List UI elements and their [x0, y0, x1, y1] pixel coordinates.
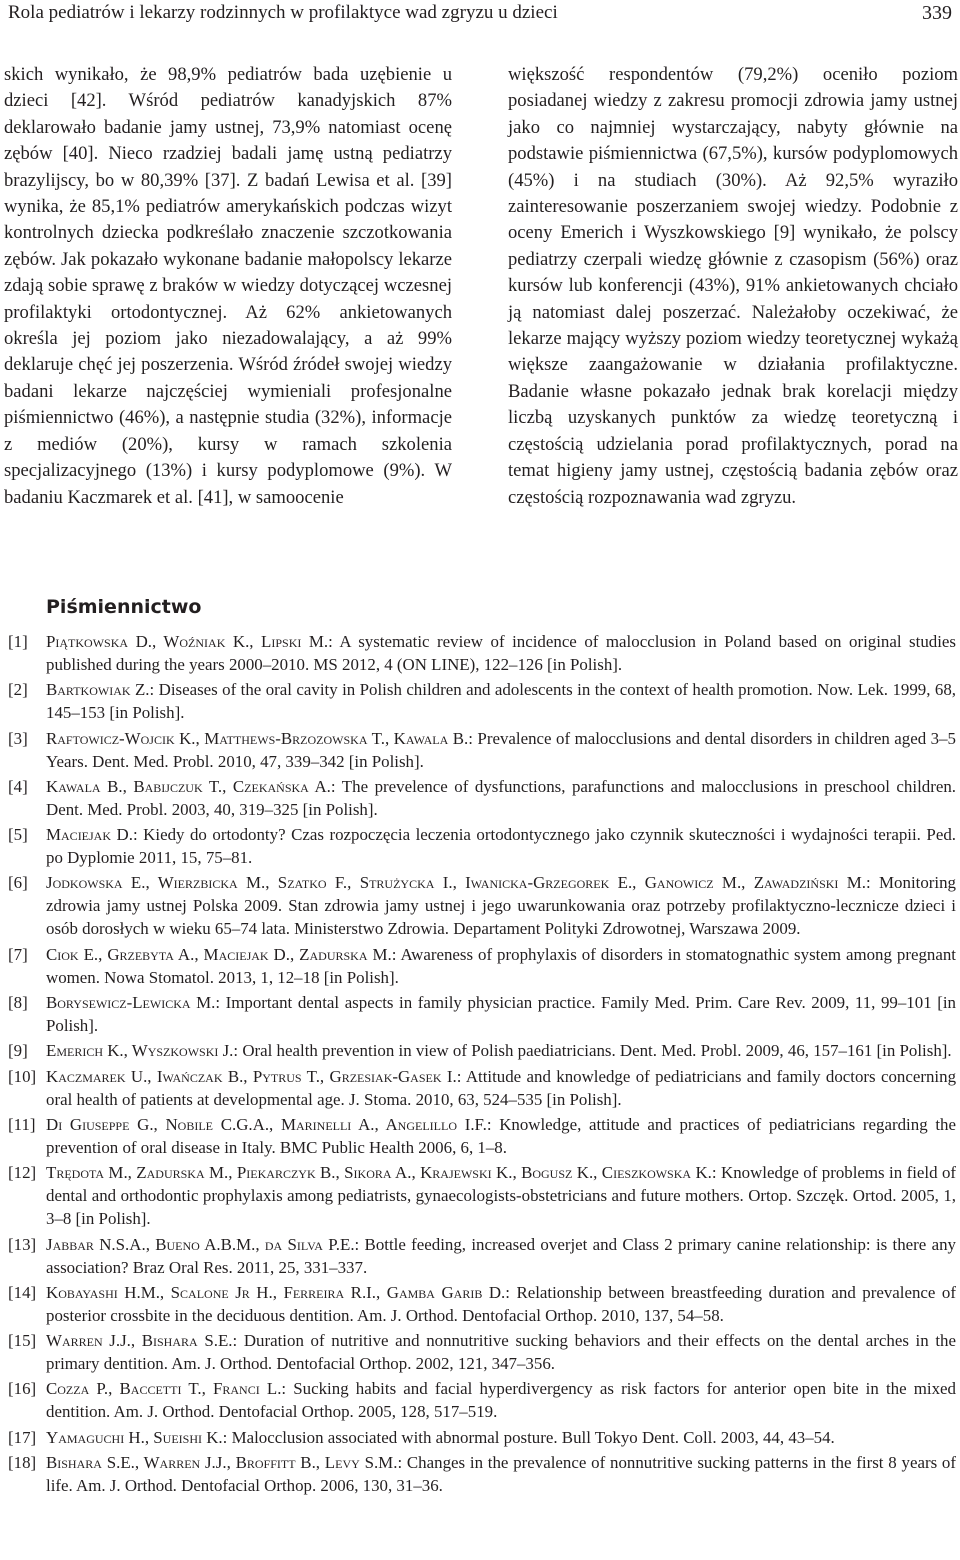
reference-authors: Bishara S.E., Warren J.J., Broffitt B., Levy S.M.: [46, 1453, 398, 1473]
body-column-right: [508, 62, 958, 511]
reference-authors: Jabbar N.S.A., Bueno A.B.M., da Silva P.E.: [46, 1234, 355, 1254]
references-heading: Piśmiennictwo: [46, 596, 202, 618]
reference-text: : Changes in the prevalence of nonnutritive sucking patterns in the first 8 years of life. Am. J. Orthod. Dentofacial Orthop. 2006, 130, 31–36.: [46, 1453, 956, 1496]
reference-text: : Bottle feeding, increased overjet and Class 2 primary canine relationship: is there any association? Braz Oral Res. 2011, 25, 331–337.: [46, 1234, 956, 1277]
reference-authors: Bartkowiak Z.: [46, 680, 150, 700]
reference-item: [8, 727, 956, 773]
reference-list: [8, 630, 956, 1499]
reference-number: [1]: [8, 632, 28, 651]
reference-number: [9]: [8, 1041, 28, 1061]
reference-item: [8, 1233, 956, 1279]
reference-text: : The prevelence of dysfunctions, parafunctions and malocclusions in preschool children. Dent. Med. Probl. 2003, 40, 319–325 [in Polish].: [46, 776, 956, 819]
reference-item: [8, 1329, 956, 1375]
reference-authors: Di Giuseppe G., Nobile C.G.A., Marinelli A., Angelillo I.F.: [46, 1114, 487, 1134]
reference-number: [11]: [8, 1114, 36, 1134]
running-header: [8, 2, 952, 30]
reference-number: [15]: [8, 1331, 37, 1351]
reference-item: [8, 1065, 956, 1111]
reference-authors: Kobayashi H.M., Scalone Jr H., Ferreira R.I., Gamba Garib D.: [46, 1282, 506, 1302]
reference-authors: Warren J.J., Bishara S.E.: [46, 1331, 233, 1351]
reference-item: [8, 1039, 956, 1062]
reference-item: [8, 943, 956, 989]
reference-number: [18]: [8, 1453, 37, 1473]
reference-authors: Maciejak D.: [46, 825, 133, 845]
reference-text: : Monitoring zdrowia jamy ustnej Polska 2009. Stan zdrowia jamy ustnej i jego uwarunkowania oraz potrzeby profilaktyczno-lecznicze dzieci i osób dorosłych w wieku 65–74 lata. Ministerstwo Zdrowia. Departament Polityki Zdrowotnej, Warszawa 2009.: [46, 873, 956, 939]
reference-text: : Important dental aspects in family physician practice. Family Med. Prim. Care Rev. 2009, 11, 99–101 [in Polish].: [46, 993, 956, 1036]
reference-text: : Knowledge of problems in field of dental and orthodontic prophylaxis among pediatrists, gynaecologists-obstetricians and future mothers. Ortop. Szczęk. Ortod. 2005, 1, 3–8 [in Polish].: [46, 1163, 957, 1229]
reference-number: [2]: [8, 680, 28, 700]
reference-text: : Awareness of prophylaxis of disorders in stomatognathic system among pregnant women. Nowa Stomatol. 2013, 1, 12–18 [in Polish].: [46, 944, 956, 987]
reference-authors: Ciok E., Grzebyta A., Maciejak D., Zadurska M.: [46, 944, 392, 964]
reference-item: [8, 1281, 956, 1327]
reference-text: : Relationship between breastfeeding duration and prevalence of posterior crossbite in the deciduous dentition. Am. J. Orthod. Dentofacial Orthop. 2010, 137, 54–58.: [46, 1282, 956, 1325]
body-column-left: [4, 62, 452, 511]
reference-number: [10]: [8, 1066, 37, 1086]
body-paragraph-right: większość respondentów (79,2%) oceniło poziom posiadanej wiedzy z zakresu promocji zdrowia jamy ustnej jako co najmniej wystarczający, nabyty głównie na podstawie piśmiennictwa (67,5%), kursów podyplomowych (45%) i na studiach (30%). Aż 92,5% wyraziło zainteresowanie poszerzaniem swojej wiedzy. Podobnie z oceny Emerich i Wyszkowskiego [9] wynikało, że polscy pediatrzy czerpali wiedzę głównie z czasopism (56%) oraz kursów lub konferencji (43%), 91% ankietowanych chciało ją natomiast dalej poszerzać. Należałoby oczekiwać, że lekarze mający wyższy poziom wiedzy teoretycznej wykażą większe zaangażowanie w działania profilaktyczne. Badanie własne pokazało jednak brak korelacji między liczbą uzyskanych punktów za wiedzę teoretyczną i częstością udzielania porad profilaktycznych, porad na temat higieny jamy ustnej, częstością badania zębów oraz częstością rozpoznawania wad zgryzu.: [508, 64, 958, 508]
reference-text: : Prevalence of malocclusions and dental disorders in children aged 3–5 Years. Dent. Med. Probl. 2010, 47, 339–342 [in Polish].: [46, 728, 956, 771]
reference-authors: Raftowicz-Wojcik K., Matthews-Brzozowska T., Kawala B.: [46, 728, 469, 748]
reference-text: : Diseases of the oral cavity in Polish children and adolescents in the context of health promotion. Now. Lek. 1999, 68, 145–153 [in Polish].: [46, 680, 956, 723]
reference-item: [8, 1161, 956, 1230]
reference-authors: Jodkowska E., Wierzbicka M., Szatko F., Strużycka I., Iwanicka-Grzegorek E., Ganowicz M., Zawadziński M.: [46, 873, 866, 893]
reference-number: [12]: [8, 1163, 37, 1183]
reference-authors: Borysewicz-Lewicka M.: [46, 993, 216, 1013]
reference-number: [13]: [8, 1234, 37, 1254]
reference-text: : Malocclusion associated with abnormal posture. Bull Tokyo Dent. Coll. 2003, 44, 43–54.: [222, 1427, 835, 1447]
reference-text: : A systematic review of incidence of malocclusion in Poland based on original studies published during the years 2000–2010. MS 2012, 4 (ON LINE), 122–126 [in Polish].: [46, 632, 956, 674]
reference-item: [8, 678, 956, 724]
reference-number: [14]: [8, 1282, 37, 1302]
reference-item: [8, 630, 956, 676]
reference-authors: Kawala B., Babijczuk T., Czekańska A.: [46, 776, 331, 796]
reference-item: [8, 823, 956, 869]
running-title: Rola pediatrów i lekarzy rodzinnych w profilaktyce wad zgryzu u dzieci: [8, 2, 558, 23]
reference-item: [8, 1451, 956, 1497]
reference-number: [3]: [8, 728, 28, 748]
reference-item: [8, 775, 956, 821]
reference-number: [5]: [8, 825, 28, 845]
reference-item: [8, 991, 956, 1037]
reference-number: [16]: [8, 1379, 37, 1399]
reference-authors: Kaczmarek U., Iwańczak B., Pytrus T., Grzesiak-Gasek I.: [46, 1066, 457, 1086]
reference-authors: Yamaguchi H., Sueishi K.: [46, 1427, 223, 1447]
reference-authors: Trędota M., Zadurska M., Piekarczyk B., Sikora A., Krajewski K., Bogusz K., Cieszkowska K.: [46, 1163, 712, 1183]
reference-item: [8, 1426, 956, 1449]
reference-text: : Duration of nutritive and nonnutritive sucking behaviors and their effects on the dental arches in the primary dentition. Am. J. Orthod. Dentofacial Orthop. 2002, 121, 347–356.: [46, 1331, 956, 1374]
reference-item: [8, 1113, 956, 1159]
reference-text: : Oral health prevention in view of Polish paediatricians. Dent. Med. Probl. 2009, 46, 157–161 [in Polish].: [233, 1041, 952, 1061]
reference-authors: Emerich K., Wyszkowski J.: [46, 1041, 234, 1061]
reference-text: : Kiedy do ortodonty? Czas rozpoczęcia leczenia ortodontycznego jako czynnik skuteczności i wydajności terapii. Ped. po Dyplomie 2011, 15, 75–81.: [46, 825, 956, 868]
reference-number: [4]: [8, 776, 28, 796]
reference-text: : Sucking habits and facial hyperdivergency as risk factors for anterior open bite in the mixed dentition. Am. J. Orthod. Dentofacial Orthop. 2005, 128, 517–519.: [46, 1379, 956, 1422]
reference-number: [17]: [8, 1427, 37, 1447]
body-paragraph-left: skich wynikało, że 98,9% pediatrów bada uzębienie u dzieci [42]. Wśród pediatrów kanadyjskich 87% deklarowało badanie jamy ustnej, 73,9% natomiast ocenę zębów [40]. Nieco rzadziej badali jamę ustną pediatrzy brazylijscy, bo w 80,39% [37]. Z badań Lewisa et al. [39] wynika, że 85,1% pediatrów amerykańskich podczas wizyt kontrolnych dziecka podkreślało znaczenie szczotkowania zębów. Jak pokazało wykonane badanie małopolscy lekarze zdają sobie sprawę z braków w wiedzy dotyczącej wczesnej profilaktyki ortodontycznej. Aż 62% ankietowanych określa jej poziom jako niezadowalający, a aż 99% deklaruje chęć jej poszerzenia. Wśród źródeł swojej wiedzy badani lekarze najczęściej wymieniali profesjonalne piśmiennictwo (46%), a następnie studia (32%), informacje z mediów (20%), kursy w ramach szkolenia specjalizacyjnego (13%) i kursy podyplomowe (9%). W badaniu Kaczmarek et al. [41], w samoocenie: [4, 64, 452, 508]
reference-item: [8, 871, 956, 940]
reference-authors: Cozza P., Baccetti T., Franci L.: [46, 1379, 282, 1399]
reference-number: [8]: [8, 993, 28, 1013]
reference-authors: Piątkowska D., Woźniak K., Lipski M.: [46, 632, 329, 651]
reference-text: : Attitude and knowledge of pediatricians and family doctors concerning oral health of patients at developmental age. J. Stoma. 2010, 63, 524–535 [in Polish].: [46, 1066, 957, 1109]
reference-text: : Knowledge, attitude and practices of pediatricians regarding the prevention of oral disease in Italy. BMC Public Health 2006, 6, 1–8.: [46, 1114, 956, 1157]
reference-item: [8, 1377, 956, 1423]
page-number: 339: [922, 2, 952, 24]
reference-number: [6]: [8, 873, 28, 893]
reference-number: [7]: [8, 944, 28, 964]
